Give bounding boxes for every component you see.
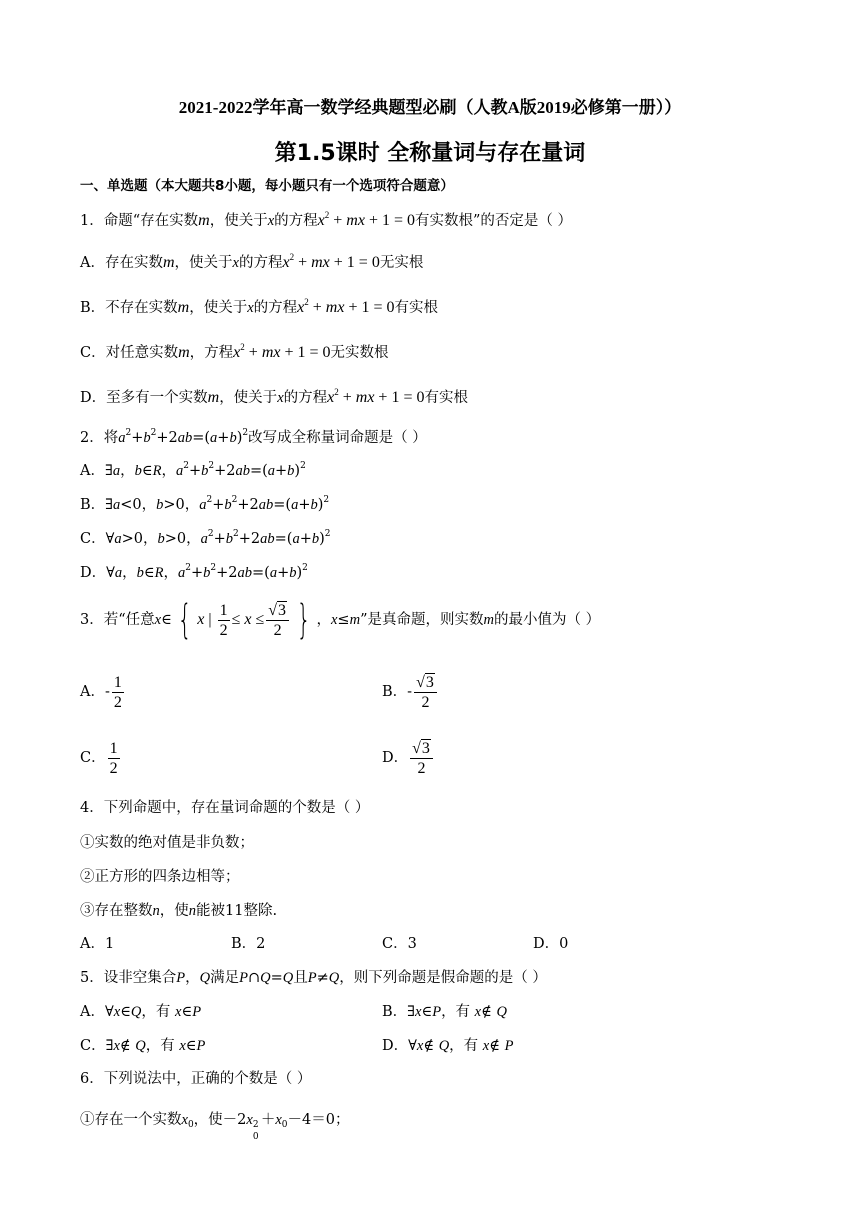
lesson-title: 第1.5课时 全称量词与存在量词 — [274, 141, 586, 166]
question-5-stem: 5．设非空集合P，Q满足P∩Q=Q且P≠Q，则下列命题是假命题的是（ ） — [80, 970, 547, 986]
question-4-option-c[interactable]: C．3 — [382, 936, 417, 952]
question-6-stem: 6．下列说法中，正确的个数是（ ） — [80, 1071, 312, 1087]
question-4-stem: 4．下列命题中，存在量词命题的个数是（ ） — [80, 800, 370, 816]
question-2-option-d[interactable]: D．∀a，b∈R，$a^2+b^2+2ab=(a+b)^2$ — [80, 563, 308, 581]
question-2-option-a[interactable]: A．∃a，b∈R，$a^2+b^2+2ab=(a+b)^2$ — [80, 461, 306, 479]
question-3-option-c[interactable]: C． $\frac{1}{2}$ — [80, 739, 118, 777]
question-4-option-b[interactable]: B．2 — [231, 936, 266, 952]
question-4-statement-3: ③存在整数n，使n能被11整除. — [80, 903, 278, 919]
question-2-option-c[interactable]: C．∀a>0，b>0，$a^2+b^2+2ab=(a+b)^2$ — [80, 529, 331, 547]
question-4-statement-2: ②正方形的四条边相等； — [80, 869, 240, 885]
question-4-option-a[interactable]: A．1 — [80, 936, 115, 952]
question-5-option-a[interactable]: A．∀x∈Q，有 x∈P — [80, 1004, 202, 1020]
question-4-statement-1: ①实数的绝对值是非负数； — [80, 835, 254, 851]
document-title: 2021-2022学年高一数学经典题型必刷（人教A版2019必修第一册）） — [178, 98, 682, 117]
question-2-stem: 2．将$a^2+b^2+2ab=(a+b)^2$改写成全称量词命题是（ ） — [80, 428, 427, 446]
question-1-option-c[interactable]: C．对任意实数m，方程$x^2$ + mx + 1 = 0无实数根 — [80, 342, 389, 361]
question-3-stem: 3．若“任意x∈ { x | $\frac{1}{2}$ ≤ x ≤ $\frac{√3}{2}$ } ，x≤m”是真命题，则实数m的最小值为（ ） — [80, 597, 601, 643]
question-5-option-c[interactable]: C．∃x∉ Q，有 x∈P — [80, 1038, 206, 1054]
question-1-option-b[interactable]: B．不存在实数m，使关于x的方程$x^2$ + mx + 1 = 0有实根 — [80, 297, 438, 316]
question-4-option-d[interactable]: D．0 — [533, 936, 569, 952]
question-3-option-b[interactable]: B．- $\frac{√3}{2}$ — [382, 670, 439, 714]
question-2-option-b[interactable]: B．∃a<0，b>0，$a^2+b^2+2ab=(a+b)^2$ — [80, 495, 330, 513]
question-5-option-d[interactable]: D．∀x∉ Q，有 x∉ P — [382, 1038, 514, 1054]
question-1-option-d[interactable]: D．至多有一个实数m，使关于x的方程$x^2$ + mx + 1 = 0有实根 — [80, 387, 468, 406]
question-1-option-a[interactable]: A．存在实数m，使关于x的方程$x^2$ + mx + 1 = 0无实根 — [80, 252, 424, 271]
question-5-option-b[interactable]: B．∃x∈P，有 x∉ Q — [382, 1004, 507, 1020]
section-heading: 一、单选题（本大题共8小题，每小题只有一个选项符合题意） — [80, 178, 454, 194]
question-1-stem: 1．命题“存在实数m，使关于x的方程$x^2$ + mx + 1 = 0有实数根”的否定是（ ） — [80, 210, 573, 229]
question-3-option-a[interactable]: A．- $\frac{1}{2}$ — [80, 673, 122, 711]
question-3-option-d[interactable]: D． $\frac{√3}{2}$ — [382, 736, 435, 780]
question-6-statement-1: ①存在一个实数$x_0$，使－2x 2 0 $+x_0-4=0$； — [80, 1112, 350, 1142]
